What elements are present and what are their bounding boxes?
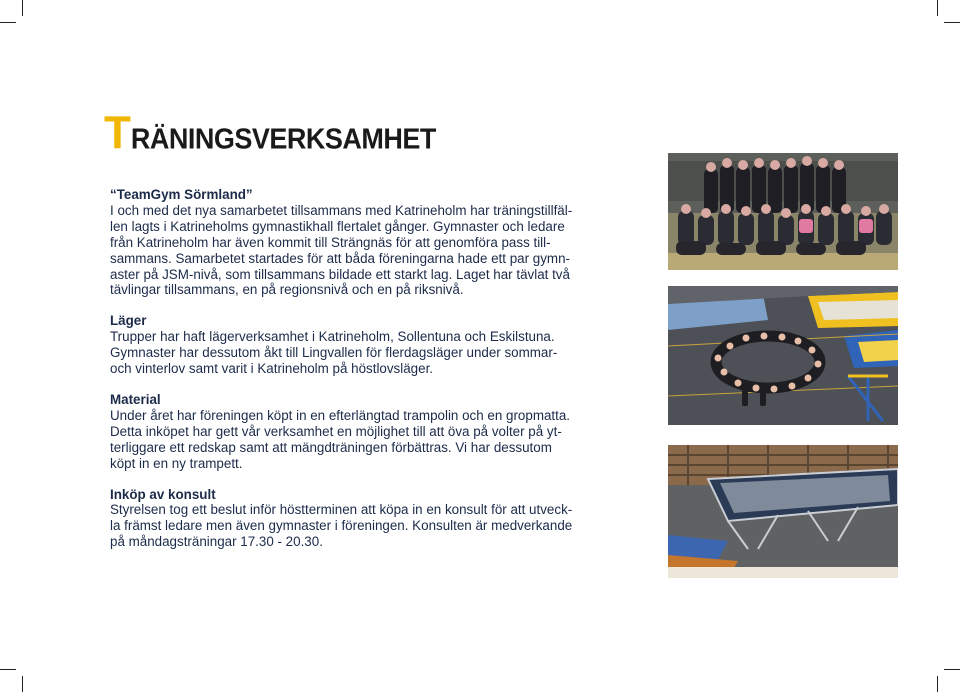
crop-mark [937,0,938,16]
crop-mark [22,676,23,692]
team-group-photo [668,153,898,270]
paragraph-line: från Katrineholm har även kommit till Strängnäs för att genomföra pass till- [110,234,551,250]
paragraph-line: Gymnaster har dessutom åkt till Lingvallen för flerdagsläger under sommar- [110,345,558,361]
title-initial: T [104,107,131,160]
text-section [110,313,620,377]
paragraph-line: på måndagsträningar 17.30 - 20.30. [110,534,323,550]
paragraph-line: och vinterlov samt varit i Katrineholm på höstlovsläger. [110,361,434,377]
crop-mark [944,669,960,670]
paragraph-line: sammans. Samarbetet startades för att båda föreningarna hade ett par gymn- [110,250,570,266]
text-section [110,392,620,472]
paragraph-line: Under året har föreningen köpt in en efterlängtad trampolin och en gropmatta. [110,407,571,423]
section-heading: Material [110,391,161,407]
paragraph-line: tävlingar tillsammans, en på regionsnivå och en på riksnivå. [110,282,464,298]
paragraph-line: Styrelsen tog ett beslut inför höstterminen att köpa in en konsult för att utveck- [110,502,573,518]
paragraph-line: len lagts i Katrineholms gymnastikhall flertalet gånger. Gymnaster och ledare [110,218,565,234]
paragraph-line: köpt in en ny trampett. [110,455,243,471]
section-heading: Inköp av konsult [110,486,216,502]
crop-mark [0,669,16,670]
text-section [110,187,620,298]
text-section [110,487,620,551]
crop-mark [0,22,16,23]
body-text [110,187,620,565]
page-title [104,107,436,162]
paragraph-line: terliggare ett redskap samt att mängdträningen förbättras. Vi har dessutom [110,439,552,455]
paragraph-line: aster på JSM-nivå, som tillsammans bildade ett starkt lag. Laget har tävlat två [110,266,570,282]
paragraph-line: Detta inköpet har gett vår verksamhet en möjlighet till att öva på volter på yt- [110,423,562,439]
trampoline-photo [668,445,898,578]
crop-mark [944,22,960,23]
paragraph-line: la främst ledare men även gymnaster i föreningen. Konsulten är medverkande [110,518,573,534]
section-heading: “TeamGym Sörmland” [110,187,253,202]
gymnasts-circle-photo [668,286,898,425]
paragraph-line: I och med det nya samarbetet tillsammans med Katrineholm har träningstillfäl- [110,202,573,218]
title-rest: RÄNINGSVERKSAMHET [130,123,436,155]
paragraph-line: Trupper har haft lägerverksamhet i Katrineholm, Sollentuna och Eskilstuna. [110,329,555,345]
section-heading: Läger [110,313,147,329]
crop-mark [22,0,23,16]
crop-mark [937,676,938,692]
